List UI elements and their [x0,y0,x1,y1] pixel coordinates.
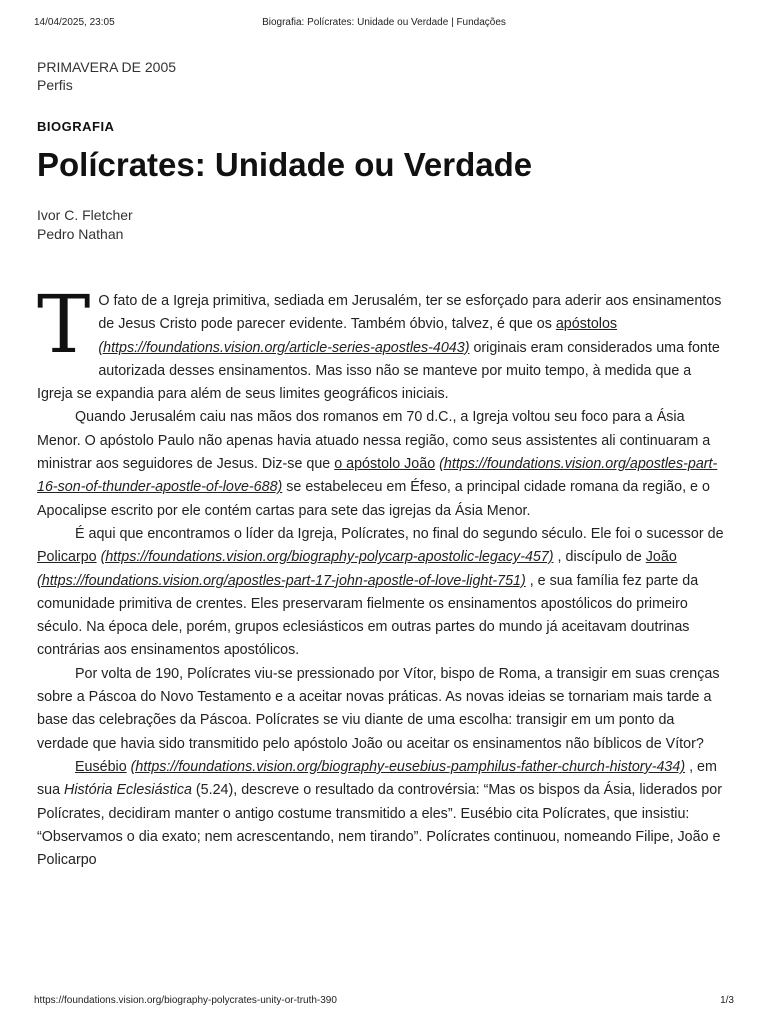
issue-info [37,58,176,94]
paragraph-text: Quando Jerusalém caiu nas mãos dos romanos em 70 d.C., a Igreja voltou seu foco para a Ásia Menor. O apóstolo Paulo não apenas havia atuado nessa região, como seus assistentes ali continuaram a ministrar aos seguidores de Jesus. Diz-se que [37,409,711,473]
issue-section[interactable]: Perfis [37,77,73,93]
paragraph [37,406,727,522]
paragraph [37,756,727,872]
paragraph-text: Por volta de 190, Polícrates viu-se pressionado por Vítor, bispo de Roma, a transigir em suas crenças sobre a Páscoa do Novo Testamento e a aceitar novas práticas. As novas ideias se tornariam mais tarde a base das celebrações da Páscoa. Polícrates se viu diante de uma escolha: transigir em um ponto da verdade que havia sido transmitido pelo apóstolo João ou aceitar os ensinamentos não bíblicos de Vítor? [37,665,720,752]
link-apostolos[interactable]: apóstolos [555,316,618,333]
paragraph [37,278,727,406]
book-title: História Eclesiástica [64,782,192,799]
link-joao[interactable]: João [645,549,677,566]
paragraph-text: , e sua família fez parte da comunidade primitiva de crentes. Eles preservaram fielmente os ensinamentos apostólicos do primeiro século. Na época dele, porém, grupos eclesiásticos em outras partes do mundo já aceitavam doutrinas contrárias aos ensinamentos apostólicos. [37,572,699,659]
link-eusebio[interactable]: Eusébio [75,758,127,775]
link-policarpo[interactable]: Policarpo [37,549,97,566]
paragraph-text: É aqui que encontramos o líder da Igreja, Polícrates, no final do segundo século. Ele foi o sucessor de [75,525,724,542]
issue-season[interactable]: PRIMAVERA DE 2005 [37,59,177,75]
category-label[interactable]: BIOGRAFIA [37,119,115,134]
paragraph-text: originais eram considerados uma fonte autorizada desses ensinamentos. Mas isso não se manteve por muito tempo, à medida que a Igreja se expandia para além de seus limites geográficos iniciais. [37,339,720,403]
author-name[interactable]: Ivor C. Fletcher [37,207,133,223]
print-date: 14/04/2025, 23:05 [34,17,115,28]
link-url-apostolos[interactable]: (https://foundations.vision.org/article-series-apostles-4043) [98,339,470,356]
paragraph-text: (5.24), descreve o resultado da controvérsia: “Mas os bispos da Ásia, liderados por Polícrates, decidiram manter o antigo costume transmitido a eles”. Eusébio cita Polícrates, que insistiu: “Observamos o dia exato; nem acrescentando, nem tirando”. Polícrates continuou, nomeando Filipe, João e Policarpo [37,782,722,869]
authors [37,206,133,244]
author-name[interactable]: Pedro Nathan [37,226,124,242]
paragraph-text: O fato de a Igreja primitiva, sediada em Jerusalém, ter se esforçado para aderir aos ensinamentos de Jesus Cristo pode parecer evidente. Também óbvio, talvez, é que os [98,293,722,333]
link-url-policarpo[interactable]: (https://foundations.vision.org/biography-polycarp-apostolic-legacy-457) [100,549,554,566]
paragraph-text: se estabeleceu em Éfeso, a principal cidade romana da região, e o Apocalipse escrito por ele contém cartas para sete das igrejas da Ásia Menor. [37,479,710,519]
link-url-apostolo-joao[interactable]: (https://foundations.vision.org/apostles-part-16-son-of-thunder-apostle-of-love-688) [37,456,718,496]
paragraph [37,523,727,663]
print-page-title: Biografia: Polícrates: Unidade ou Verdade | Fundações [262,17,506,28]
drop-cap: T [37,278,91,371]
link-apostolo-joao[interactable]: o apóstolo João [334,456,436,473]
paragraph-text: , em sua [37,758,717,799]
link-url-joao[interactable]: (https://foundations.vision.org/apostles-part-17-john-apostle-of-love-light-751) [37,572,526,589]
article-body [37,278,727,872]
article-title: Polícrates: Unidade ou Verdade [37,146,533,183]
page-number: 1/3 [720,995,734,1006]
link-url-eusebio[interactable]: (https://foundations.vision.org/biography-eusebius-pamphilus-father-church-history-434) [130,758,686,775]
paragraph-text: , discípulo de [553,549,646,566]
paragraph [37,663,727,756]
print-footer [34,995,734,1009]
print-url: https://foundations.vision.org/biography-polycrates-unity-or-truth-390 [34,995,337,1006]
print-header [34,17,734,31]
